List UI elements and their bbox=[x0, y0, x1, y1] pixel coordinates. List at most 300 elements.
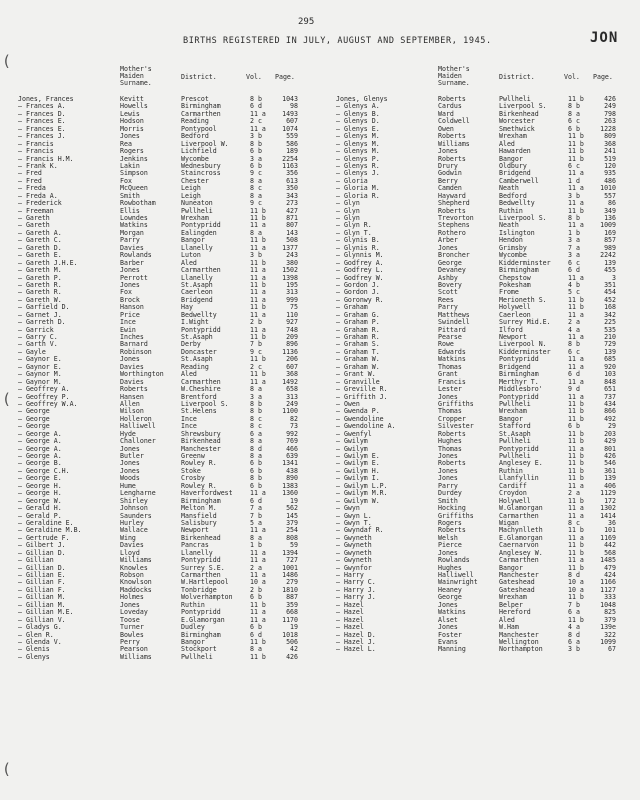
page-ref: 479 bbox=[604, 563, 616, 572]
volume: 2 c bbox=[250, 117, 262, 126]
volume: 8 b bbox=[250, 139, 262, 148]
district: Pontypool bbox=[181, 124, 217, 133]
district: Aled bbox=[181, 258, 197, 267]
page-ref: 427 bbox=[286, 206, 298, 215]
maiden-surname: Rowlands bbox=[438, 556, 470, 565]
maiden-surname: Ward bbox=[438, 109, 454, 118]
page-ref: 807 bbox=[286, 221, 298, 230]
volume: 11 b bbox=[568, 295, 584, 304]
district: W.Cheshire bbox=[181, 385, 221, 394]
district: Bridgend bbox=[499, 169, 531, 178]
district: Belper bbox=[499, 600, 523, 609]
maiden-surname: Wing bbox=[120, 533, 136, 542]
volume: 11 b bbox=[568, 437, 584, 446]
entry-name: Jones, Frances bbox=[18, 95, 74, 103]
district: Caerleon bbox=[499, 310, 531, 319]
page-ref: 1048 bbox=[600, 600, 616, 609]
entry-name: — Gloria bbox=[336, 176, 368, 185]
page-ref: 748 bbox=[286, 325, 298, 334]
entry-name: — Gwyndaf R. bbox=[336, 526, 384, 535]
district: St.Helens bbox=[181, 407, 217, 416]
volume: 11 a bbox=[250, 310, 266, 319]
entry-name: — Graham R. bbox=[336, 333, 380, 341]
entry-name: — Gareth W. bbox=[18, 295, 62, 304]
page-ref: 668 bbox=[286, 608, 298, 617]
district: Kidderminster bbox=[499, 258, 551, 267]
volume: 11 a bbox=[568, 333, 584, 341]
page-ref: 769 bbox=[286, 437, 298, 446]
entry-name: — Gwenfyl bbox=[336, 429, 372, 438]
volume: 6 c bbox=[568, 117, 580, 126]
maiden-surname: Jones bbox=[438, 243, 458, 252]
volume: 9 d bbox=[568, 385, 580, 394]
maiden-surname: Lester bbox=[438, 385, 462, 394]
district: Reading bbox=[181, 117, 209, 126]
entry-name: — George bbox=[18, 407, 50, 416]
maiden-surname: Jones bbox=[438, 600, 458, 609]
volume: 8 b bbox=[568, 102, 580, 111]
district: Anglesey W. bbox=[499, 548, 543, 557]
volume: 8 a bbox=[250, 228, 262, 237]
entry-name: — Gwilym bbox=[336, 437, 368, 446]
entry-name: — Gwilym I. bbox=[336, 474, 380, 483]
page-ref: 1502 bbox=[282, 266, 298, 275]
page-ref: 168 bbox=[604, 303, 616, 312]
district: Northampton bbox=[499, 645, 543, 654]
page-ref: 426 bbox=[604, 95, 616, 103]
district: Tonbridge bbox=[181, 585, 217, 594]
maiden-surname: Griffiths bbox=[438, 511, 474, 520]
volume: 11 a bbox=[250, 243, 266, 252]
district: Gateshead bbox=[499, 578, 535, 587]
entry-name: — Greville R. bbox=[336, 385, 388, 394]
entry-name: — Gareth R. bbox=[18, 280, 62, 289]
volume: 11 a bbox=[250, 221, 266, 230]
volume: 11 b bbox=[250, 206, 266, 215]
page-ref: 379 bbox=[286, 518, 298, 527]
page-ref: 1001 bbox=[282, 563, 298, 572]
page-ref: 651 bbox=[604, 385, 616, 394]
district: Gateshead bbox=[499, 585, 535, 594]
volume: 11 a bbox=[250, 377, 266, 386]
volume: 11 a bbox=[568, 481, 584, 490]
page-ref: 243 bbox=[286, 251, 298, 260]
entry-name: — Gareth bbox=[18, 214, 50, 222]
page-ref: 546 bbox=[604, 459, 616, 468]
volume: 8 d bbox=[568, 571, 580, 579]
maiden-surname: Ince bbox=[120, 318, 136, 327]
maiden-surname: Roberts bbox=[438, 459, 466, 468]
maiden-surname: Roberts bbox=[438, 132, 466, 141]
volume: 11 a bbox=[250, 266, 266, 275]
page-ref: 426 bbox=[604, 452, 616, 460]
page-ref: 727 bbox=[286, 556, 298, 565]
maiden-surname: Coldwell bbox=[438, 117, 470, 126]
volume: 3 b bbox=[250, 132, 262, 141]
maiden-surname: Barber bbox=[120, 258, 144, 267]
entry-name: — Frances E. bbox=[18, 117, 66, 126]
volume: 11 b bbox=[568, 452, 584, 460]
maiden-surname: Lloyd bbox=[120, 548, 140, 557]
volume: 2 c bbox=[250, 362, 262, 371]
maiden-surname: Jones bbox=[120, 355, 140, 364]
volume: 6 b bbox=[250, 593, 262, 602]
volume: 11 a bbox=[568, 511, 584, 520]
district: Bridgend bbox=[499, 362, 531, 371]
maiden-surname: Pierce bbox=[438, 541, 462, 550]
volume: 6 a bbox=[250, 429, 262, 438]
volume: 9 c bbox=[250, 169, 262, 178]
maiden-surname: Thomas bbox=[438, 407, 462, 416]
volume: 11 b bbox=[250, 333, 266, 341]
district: Haverfordwest bbox=[181, 489, 233, 498]
maiden-surname: Hurley bbox=[120, 518, 144, 527]
volume: 11 a bbox=[568, 199, 584, 208]
maiden-surname: Lowndes bbox=[120, 214, 148, 222]
volume: 6 d bbox=[250, 630, 262, 639]
entry-name: — Gwyneth bbox=[336, 548, 372, 557]
volume: 2 b bbox=[250, 585, 262, 594]
volume: 3 b bbox=[568, 645, 580, 654]
maiden-surname: Allen bbox=[120, 399, 140, 408]
page-ref: 1099 bbox=[600, 637, 616, 646]
district: Pwllheli bbox=[499, 452, 531, 460]
volume: 11 b bbox=[568, 459, 584, 468]
page-ref: 685 bbox=[604, 355, 616, 364]
entry-name: — Graham R. bbox=[336, 325, 380, 334]
entry-name: — Geraldine M.B. bbox=[18, 526, 82, 535]
volume: 6 c bbox=[568, 161, 580, 170]
district: Llanelly bbox=[181, 548, 213, 557]
entry-name: — Glenys bbox=[18, 652, 50, 661]
maiden-surname: Rea bbox=[120, 139, 132, 148]
maiden-surname: Parry bbox=[438, 303, 458, 312]
page-ref: 2242 bbox=[600, 251, 616, 260]
district: Staincross bbox=[181, 169, 221, 178]
volume: 11 b bbox=[568, 95, 584, 103]
entry-name: — Gwyn L. bbox=[336, 511, 372, 520]
page-number: 295 bbox=[298, 17, 315, 27]
volume: 11 b bbox=[250, 303, 266, 312]
maiden-surname: Roberts bbox=[438, 154, 466, 163]
maiden-surname: Perrott bbox=[120, 273, 148, 282]
page-ref: 195 bbox=[286, 280, 298, 289]
page-ref: 342 bbox=[604, 310, 616, 319]
district: Stafford bbox=[499, 422, 531, 431]
volume: 11 b bbox=[568, 474, 584, 483]
volume: 7 b bbox=[568, 600, 580, 609]
volume: 11 a bbox=[568, 273, 584, 282]
entry-name: — Garrick bbox=[18, 325, 54, 334]
volume: 11 b bbox=[250, 370, 266, 379]
entry-name: — Glyn T. bbox=[336, 228, 372, 237]
entry-name: — Gwynfor bbox=[336, 563, 372, 572]
page-ref: 639 bbox=[286, 452, 298, 460]
entry-name: — Gareth M. bbox=[18, 266, 62, 275]
maiden-surname: Bowles bbox=[120, 630, 144, 639]
entry-name: — Gwyn bbox=[336, 504, 360, 513]
entry-name: — Gillian D. bbox=[18, 563, 66, 572]
volume: 8 a bbox=[250, 533, 262, 542]
volume: 11 a bbox=[250, 548, 266, 557]
volume: 11 a bbox=[568, 221, 584, 230]
maiden-surname: Saunders bbox=[120, 511, 152, 520]
district: Bedford bbox=[181, 132, 209, 141]
district: Wrexham bbox=[499, 132, 527, 141]
page-ref: 313 bbox=[286, 288, 298, 297]
page-ref: 110 bbox=[286, 310, 298, 319]
volume: 11 b bbox=[568, 139, 584, 148]
district: Merioneth S. bbox=[499, 295, 547, 304]
maiden-surname: Ashby bbox=[438, 273, 458, 282]
district: Reading bbox=[181, 362, 209, 371]
page-ref: 169 bbox=[604, 228, 616, 237]
entry-name: — Geoffrey P. bbox=[18, 392, 70, 401]
maiden-surname: Roberts bbox=[438, 206, 466, 215]
entry-name: — Hazel bbox=[336, 608, 364, 617]
page-ref: 67 bbox=[608, 645, 616, 654]
volume: 3 b bbox=[250, 251, 262, 260]
district: Aled bbox=[499, 139, 515, 148]
entry-name: — Gayle bbox=[18, 347, 46, 356]
volume: 11 b bbox=[250, 355, 266, 364]
maiden-surname: Howells bbox=[120, 102, 148, 111]
maiden-surname: Challoner bbox=[120, 437, 156, 446]
district: St.Asaph bbox=[181, 280, 213, 289]
volume: 11 a bbox=[568, 355, 584, 364]
page-ref: 273 bbox=[286, 199, 298, 208]
district: Derby bbox=[181, 340, 201, 349]
district: Wrexham bbox=[499, 407, 527, 416]
entry-name: — Hazel bbox=[336, 623, 364, 632]
district: St.Asaph bbox=[181, 355, 213, 364]
entry-name: — George H. bbox=[18, 481, 62, 490]
volume: 6 c bbox=[568, 347, 580, 356]
district: Chester bbox=[181, 176, 209, 185]
volume: 6 d bbox=[250, 102, 262, 111]
maiden-surname: Inches bbox=[120, 333, 144, 341]
entry-name: — Gareth E. bbox=[18, 251, 62, 260]
page-ref: 442 bbox=[604, 541, 616, 550]
district: Camberwell bbox=[499, 176, 539, 185]
page-title: BIRTHS REGISTERED IN JULY, AUGUST AND SEPTEMBER, 1945. bbox=[183, 36, 492, 46]
page-ref: 59 bbox=[290, 541, 298, 550]
district: Liverpool N. bbox=[499, 340, 547, 349]
punch-hole-mark: ( bbox=[2, 390, 12, 408]
entry-name: — Gillian V. bbox=[18, 615, 66, 624]
entry-name: — Gaynor M. bbox=[18, 377, 62, 386]
entry-name: — Glenys E. bbox=[336, 124, 380, 133]
entry-name: — Glenys P. bbox=[336, 154, 380, 163]
maiden-surname: Morris bbox=[120, 124, 144, 133]
entry-name: — Garfield D. bbox=[18, 303, 70, 312]
page-ref: 356 bbox=[286, 169, 298, 178]
entry-name: — Hazel bbox=[336, 615, 364, 624]
maiden-surname: Pearse bbox=[438, 333, 462, 341]
maiden-surname: Jones bbox=[438, 623, 458, 632]
entry-name: — Harry bbox=[336, 571, 364, 579]
maiden-surname: Hyde bbox=[120, 429, 136, 438]
maiden-surname: Robson bbox=[120, 571, 144, 579]
page-ref: 1009 bbox=[600, 221, 616, 230]
district: Bedford bbox=[499, 191, 527, 200]
district: Cardiff bbox=[499, 481, 527, 490]
district: Liverpool S. bbox=[499, 102, 547, 111]
entry-name: — Harry C. bbox=[336, 578, 376, 587]
entry-name: — Gwilym W. bbox=[336, 496, 380, 505]
volume: 8 c bbox=[250, 184, 262, 193]
district: Ilford bbox=[499, 325, 523, 334]
maiden-surname: George bbox=[438, 258, 462, 267]
maiden-surname: Hughes bbox=[438, 437, 462, 446]
volume: 2 a bbox=[250, 563, 262, 572]
entry-name: — Frances D. bbox=[18, 109, 66, 118]
volume: 8 a bbox=[250, 191, 262, 200]
page-ref: 1228 bbox=[600, 124, 616, 133]
entry-name: — Graham W. bbox=[336, 362, 380, 371]
page-ref: 139 bbox=[604, 347, 616, 356]
page-ref: 557 bbox=[604, 191, 616, 200]
district: Ealingden bbox=[181, 228, 217, 237]
district: Oldbury bbox=[499, 161, 527, 170]
entry-name: — Frances A. bbox=[18, 102, 66, 111]
page-ref: 139 bbox=[604, 258, 616, 267]
volume: 11 a bbox=[568, 392, 584, 401]
page-ref: 322 bbox=[604, 630, 616, 639]
page-ref: 613 bbox=[286, 176, 298, 185]
page-ref: 426 bbox=[286, 652, 298, 661]
entry-name: — Graham bbox=[336, 303, 368, 312]
district: Carmarthen bbox=[181, 109, 221, 118]
entry-name: — Gladys G. bbox=[18, 623, 62, 632]
volume: 7 b bbox=[250, 511, 262, 520]
maiden-surname: Parry bbox=[438, 481, 458, 490]
maiden-surname: Jenkins bbox=[120, 154, 148, 163]
entry-name: — Garry C. bbox=[18, 333, 58, 341]
volume: 11 b bbox=[250, 236, 266, 245]
page-ref: 492 bbox=[604, 414, 616, 423]
district: Wigan bbox=[499, 518, 519, 527]
page-ref: 145 bbox=[286, 511, 298, 520]
entry-name: — Gillian E. bbox=[18, 571, 66, 579]
page-ref: 143 bbox=[286, 228, 298, 237]
maiden-surname: Jones bbox=[438, 548, 458, 557]
volume: 6 d bbox=[250, 496, 262, 505]
entry-name: — Garreth D. bbox=[18, 318, 66, 327]
page-ref: 225 bbox=[604, 318, 616, 327]
district: Lichfield bbox=[181, 147, 217, 156]
entry-name: — Glenys M. bbox=[336, 132, 380, 141]
district: W.Hartlepool bbox=[181, 578, 229, 587]
district: Leigh bbox=[181, 184, 201, 193]
district: Caerleon bbox=[181, 288, 213, 297]
page-ref: 29 bbox=[608, 422, 616, 431]
district: Doncaster bbox=[181, 347, 217, 356]
maiden-surname: Berry bbox=[438, 176, 458, 185]
entry-name: — Freda A. bbox=[18, 191, 58, 200]
entry-name: — Graham S. bbox=[336, 340, 380, 349]
maiden-surname: Edwards bbox=[438, 347, 466, 356]
volume: 8 b bbox=[250, 399, 262, 408]
volume: 8 b bbox=[250, 474, 262, 483]
volume: 11 b bbox=[568, 147, 584, 156]
entry-name: — Hazel D. bbox=[336, 630, 376, 639]
maiden-surname: McQueen bbox=[120, 184, 148, 193]
entry-name: — George bbox=[18, 422, 50, 431]
maiden-surname: Holmes bbox=[120, 593, 144, 602]
page-ref: 890 bbox=[286, 474, 298, 483]
maiden-surname: Manning bbox=[438, 645, 466, 654]
district: Llanelly bbox=[181, 243, 213, 252]
district: Manchester bbox=[499, 630, 539, 639]
volume: 6 a bbox=[568, 608, 580, 617]
page-ref: 1341 bbox=[282, 459, 298, 468]
maiden-surname: Jones bbox=[120, 600, 140, 609]
district: Newport bbox=[499, 333, 527, 341]
page-ref: 249 bbox=[604, 102, 616, 111]
volume: 11 a bbox=[250, 571, 266, 579]
maiden-surname: Roberts bbox=[120, 385, 148, 394]
entry-name: — Gwyneth bbox=[336, 556, 372, 565]
page-ref: 607 bbox=[286, 117, 298, 126]
entry-name: — Griffith J. bbox=[336, 392, 388, 401]
maiden-surname: Arber bbox=[438, 236, 458, 245]
volume: 11 b bbox=[568, 132, 584, 141]
entry-name: — Graham G. bbox=[336, 310, 380, 319]
district-header: District. bbox=[181, 73, 217, 81]
maiden-surname: Holleron bbox=[120, 414, 152, 423]
page-ref: 1166 bbox=[600, 578, 616, 587]
maiden-surname: Smith bbox=[438, 496, 458, 505]
maiden-surname: Fox bbox=[120, 288, 132, 297]
district: Salisbury bbox=[181, 518, 217, 527]
maiden-surname: Davies bbox=[120, 377, 144, 386]
district: Kidderminster bbox=[499, 347, 551, 356]
entry-name: — Gareth A. bbox=[18, 228, 62, 237]
page-ref: 559 bbox=[286, 132, 298, 141]
page-ref: 1163 bbox=[282, 161, 298, 170]
district: I.Wight bbox=[181, 318, 209, 327]
volume: 6 b bbox=[250, 147, 262, 156]
entry-name: — Gareth P. bbox=[18, 273, 62, 282]
district: Ince bbox=[181, 422, 197, 431]
volume: 8 a bbox=[250, 176, 262, 185]
volume: 8 a bbox=[250, 645, 262, 654]
entry-name: — George A. bbox=[18, 444, 62, 453]
volume: 7 b bbox=[250, 340, 262, 349]
volume: 8 b bbox=[568, 340, 580, 349]
entry-name: — George A. bbox=[18, 437, 62, 446]
page-ref: 279 bbox=[286, 578, 298, 587]
maiden-surname: Rowbotham bbox=[120, 199, 156, 208]
volume: 8 b bbox=[250, 95, 262, 103]
district: Carmarthen bbox=[181, 377, 221, 386]
entry-name: — Harry J. bbox=[336, 585, 376, 594]
page-ref: 1127 bbox=[600, 585, 616, 594]
entry-name: — Gwilym L.P. bbox=[336, 481, 388, 490]
page-ref: 887 bbox=[286, 593, 298, 602]
volume: 10 a bbox=[568, 585, 584, 594]
page-ref: 989 bbox=[604, 243, 616, 252]
maiden-surname: Barnard bbox=[120, 340, 148, 349]
volume: 6 b bbox=[250, 623, 262, 632]
maiden-surname: Ewin bbox=[120, 325, 136, 334]
page-ref: 241 bbox=[604, 147, 616, 156]
volume: 8 a bbox=[250, 437, 262, 446]
page-ref: 1810 bbox=[282, 585, 298, 594]
page-ref: 1136 bbox=[282, 347, 298, 356]
maiden-surname: Knowles bbox=[120, 563, 148, 572]
